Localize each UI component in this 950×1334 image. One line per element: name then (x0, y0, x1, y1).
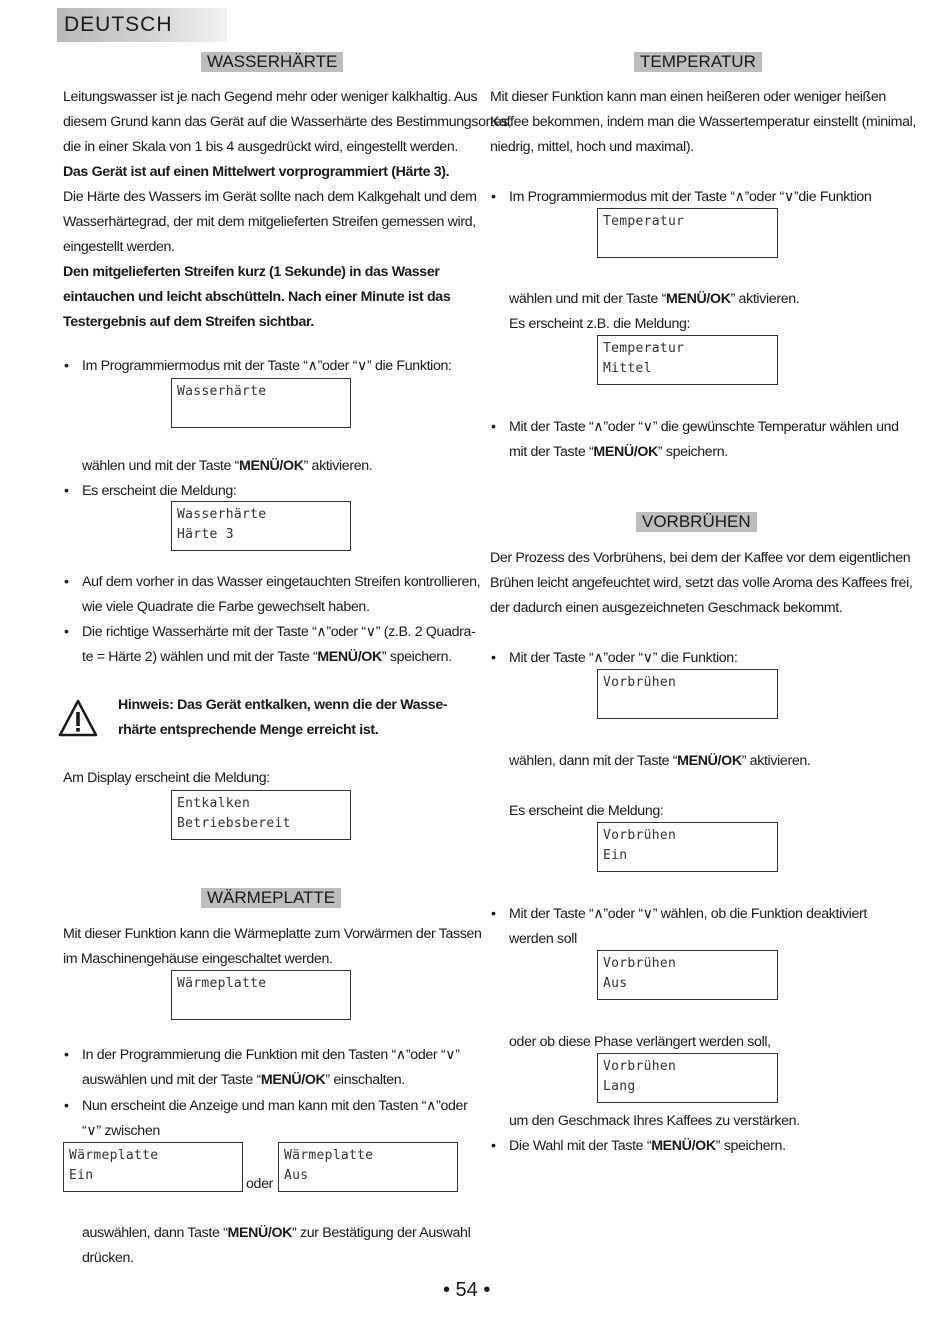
vorbruehen-long-option: oder ob diese Phase verlängert werden soll, (509, 1034, 771, 1050)
vorbruehen-heading: VORBRÜHEN (636, 512, 757, 532)
bullet-select-hardness: • Die richtige Wasserhärte mit der Taste “∧”oder “∨” (z.B. 2 Quadra- te = Härte 2) wählen und mit der Taste “MENÜ/OK” speichern. (64, 624, 476, 665)
page-number: • 54 • (443, 1279, 491, 1301)
bullet-select-function: • Im Programmiermodus mit der Taste “∧”oder “∨” die Funktion: (64, 358, 452, 374)
vorbruehen-activate: wählen, dann mit der Taste “MENÜ/OK” aktivieren. (509, 753, 811, 769)
bullet-vorbruehen-store: • Die Wahl mit der Taste “MENÜ/OK” speichern. (491, 1138, 786, 1154)
lcd-vorbruehen-ein: Vorbrühen Ein (597, 822, 778, 872)
lcd-wasserhaerte: Wasserhärte (171, 378, 351, 428)
lcd-vorbruehen: Vorbrühen (597, 669, 778, 719)
bullet-temperatur-store: • Mit der Taste “∧”oder “∨” die gewünschte Temperatur wählen und mit der Taste “MENÜ/OK” speichern. (491, 419, 899, 460)
display-message-label: Am Display erscheint die Meldung: (63, 770, 270, 786)
lcd-waermeplatte-ein: Wärmeplatte Ein (63, 1142, 243, 1192)
vorbruehen-intro: Der Prozess des Vorbrühens, bei dem der Kaffee vor dem eigentlichen Brühen leicht angefeuchtet wird, setzt das volle Aroma des Kaffees frei, der dadurch einen ausgezeichneten Geschmack bekommt. (490, 550, 913, 616)
bullet-vorbruehen-select: • Mit der Taste “∧”oder “∨” die Funktion: (491, 650, 738, 666)
warning-icon (57, 698, 99, 738)
bullet-temperatur-select: • Im Programmiermodus mit der Taste “∧”oder “∨”die Funktion (491, 189, 872, 205)
lcd-temperatur: Temperatur (597, 208, 778, 258)
language-label: DEUTSCH (57, 8, 227, 42)
temperatur-activate: wählen und mit der Taste “MENÜ/OK” aktivieren. Es erscheint z.B. die Meldung: (509, 291, 800, 332)
lcd-temperatur-mittel: Temperatur Mittel (597, 335, 778, 385)
vorbruehen-taste-note: um den Geschmack Ihres Kaffees zu verstärken. (509, 1113, 800, 1129)
waermeplatte-heading: WÄRMEPLATTE (201, 888, 341, 908)
activate-instruction: wählen und mit der Taste “MENÜ/OK” aktivieren. (82, 458, 373, 474)
test-strip-instruction: Den mitgelieferten Streifen kurz (1 Sekunde) in das Wasser (63, 264, 440, 280)
bullet-check-strip: • Auf dem vorher in das Wasser eingetauchten Streifen kontrollieren, wie viele Quadrate die Farbe gewechselt haben. (64, 574, 481, 615)
lcd-waermeplatte-aus: Wärmeplatte Aus (278, 1142, 458, 1192)
temperatur-intro: Mit dieser Funktion kann man einen heißeren oder weniger heißen Kaffee bekommen, indem man die Wassertemperatur einstellt (minimal, niedrig, mittel, hoch und maximal). (490, 89, 917, 155)
lcd-vorbruehen-aus: Vorbrühen Aus (597, 950, 778, 1000)
oder-label: oder (246, 1176, 273, 1192)
lcd-waermeplatte: Wärmeplatte (171, 970, 351, 1020)
descale-note: Hinweis: Das Gerät entkalken, wenn die der Wasse- rhärte entsprechende Menge erreicht ist. (118, 697, 448, 738)
waermeplatte-intro: Mit dieser Funktion kann die Wärmeplatte zum Vorwärmen der Tassen im Maschinengehäuse eingeschaltet werden. (63, 926, 482, 967)
waermeplatte-confirm: auswählen, dann Taste “MENÜ/OK” zur Bestätigung der Auswahl drücken. (82, 1225, 471, 1266)
wasserhaerte-heading: WASSERHÄRTE (201, 52, 343, 72)
bullet-waermeplatte-display: • Nun erscheint die Anzeige und man kann mit den Tasten “∧”oder “∨” zwischen (64, 1098, 468, 1139)
bullet-vorbruehen-choose: • Mit der Taste “∧”oder “∨” wählen, ob die Funktion deaktiviert werden soll (491, 906, 867, 947)
bullet-waermeplatte-select: • In der Programmierung die Funktion mit den Tasten “∧”oder “∨” auswählen und mit der Taste “MENÜ/OK” einschalten. (64, 1047, 460, 1088)
wasserhaerte-intro: Leitungswasser ist je nach Gegend mehr oder weniger kalkhaltig. Aus diesem Grund kann das Gerät auf die Wasserhärte des Bestimmungsortes, die in einer Skala von 1 bis 4 ausgedrückt wird, eingestellt werden. Das Gerät ist auf einen Mittelwert vorprogrammiert (Härte 3). Die Härte des Wassers im Gerät sollte nach dem Kalkgehalt und dem Wasserhärtegrad, der mit dem mitgelieferten Streifen gemessen wird, eingestellt werden. Den mitgelieferten Streifen kurz (1 Sekunde) in das Wasser eintauchen und leicht abschütteln. Nach einer Minute ist das Testergebnis auf dem Streifen sichtbar. (63, 89, 512, 330)
lcd-vorbruehen-lang: Vorbrühen Lang (597, 1053, 778, 1103)
lcd-wasserhaerte-haerte: Wasserhärte Härte 3 (171, 501, 351, 551)
vorbruehen-message-label: Es erscheint die Meldung: (509, 803, 664, 819)
lcd-entkalken: Entkalken Betriebsbereit (171, 790, 351, 840)
bullet-message: • Es erscheint die Meldung: (64, 483, 237, 499)
default-value-note: Das Gerät ist auf einen Mittelwert vorprogrammiert (Härte 3). (63, 164, 450, 180)
temperatur-heading: TEMPERATUR (634, 52, 762, 72)
